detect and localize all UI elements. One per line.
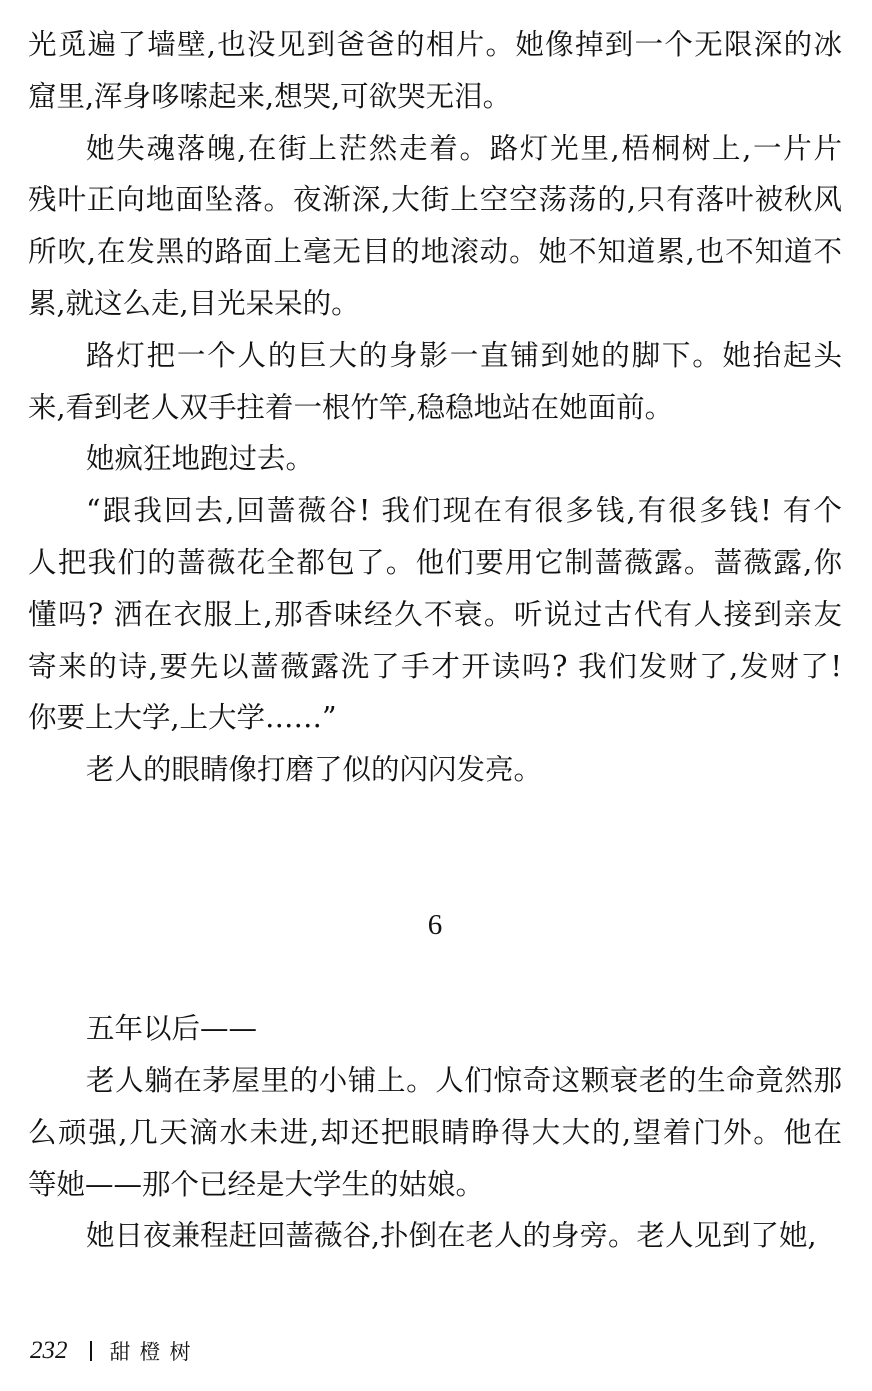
- body-text: [28, 19, 842, 1262]
- text-line: 懂吗? 洒在衣服上,那香味经久不衰。听说过古代有人接到亲友: [28, 597, 842, 631]
- paragraph: [28, 330, 842, 434]
- text-line: 么顽强,几天滴水未进,却还把眼睛睁得大大的,望着门外。他在: [28, 1115, 842, 1149]
- text-line: 她日夜兼程赶回蔷薇谷,扑倒在老人的身旁。老人见到了她,: [86, 1219, 817, 1253]
- text-line: 累,就这么走,目光呆呆的。: [28, 286, 360, 320]
- text-line: “跟我回去,回蔷薇谷! 我们现在有很多钱,有很多钱! 有个: [86, 494, 842, 528]
- paragraph: [28, 1210, 842, 1262]
- spacer: [28, 951, 842, 1003]
- text-line: 她疯狂地跑过去。: [86, 442, 315, 476]
- text-line: 所吹,在发黑的路面上毫无目的地滚动。她不知道累,也不知道不: [28, 235, 842, 269]
- text-line: 寄来的诗,要先以蔷薇露洗了手才开读吗? 我们发财了,发财了!: [28, 649, 842, 683]
- text-line: 你要上大学,上大学……”: [28, 701, 337, 735]
- text-line: 路灯把一个人的巨大的身影一直铺到她的脚下。她抬起头: [86, 338, 842, 372]
- spacer: [28, 796, 842, 848]
- paragraph: [28, 123, 842, 330]
- paragraph: [28, 433, 842, 485]
- paragraph: [28, 19, 842, 123]
- page-footer: [30, 1333, 200, 1369]
- spacer: [28, 848, 842, 900]
- text-line: 来,看到老人双手拄着一根竹竿,稳稳地站在她面前。: [28, 390, 674, 424]
- chapter-number: 6: [427, 908, 443, 941]
- text-line: 光觅遍了墙壁,也没见到爸爸的相片。她像掉到一个无限深的冰: [28, 28, 842, 61]
- text-line: 等她——那个已经是大学生的姑娘。: [28, 1167, 485, 1201]
- text-after-chapter: [28, 1003, 842, 1262]
- text-line: 老人的眼睛像打磨了似的闪闪发亮。: [86, 753, 543, 787]
- text-line: 五年以后——: [86, 1012, 258, 1046]
- text-line: 人把我们的蔷薇花全都包了。他们要用它制蔷薇露。蔷薇露,你: [28, 545, 842, 579]
- paragraph: [28, 1003, 842, 1055]
- paragraph: [28, 744, 842, 796]
- paragraph: [28, 485, 842, 744]
- text-line: 残叶正向地面坠落。夜渐深,大街上空空荡荡的,只有落叶被秋风: [28, 183, 842, 217]
- paragraph: [28, 1055, 842, 1210]
- page-number: 232: [30, 1337, 68, 1364]
- footer-divider: [90, 1341, 92, 1361]
- text-line: 老人躺在茅屋里的小铺上。人们惊奇这颗衰老的生命竟然那: [86, 1063, 842, 1097]
- text-before-chapter: [28, 19, 842, 796]
- book-title: 甜橙树: [109, 1340, 200, 1364]
- text-line: 窟里,浑身哆嗦起来,想哭,可欲哭无泪。: [28, 79, 512, 113]
- text-line: 她失魂落魄,在街上茫然走着。路灯光里,梧桐树上,一片片: [86, 131, 842, 165]
